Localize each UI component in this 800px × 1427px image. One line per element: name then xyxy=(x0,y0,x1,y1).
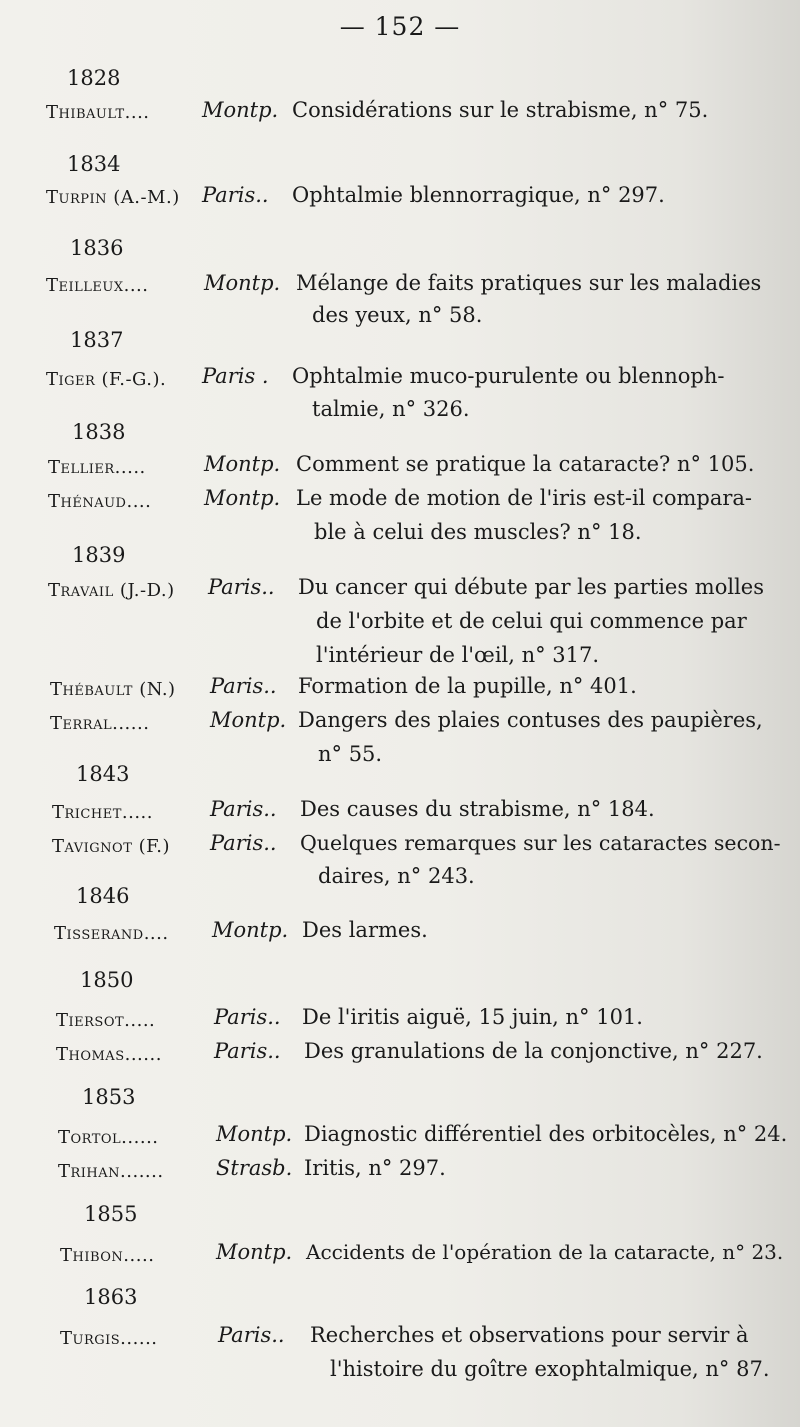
entry-author: Tellier..... xyxy=(48,457,146,478)
entry-author: Tiersot..... xyxy=(56,1010,156,1031)
entry-author: Travail (J.-D.) xyxy=(48,580,175,601)
entry-title-continuation: l'intérieur de l'œil, n° 317. xyxy=(316,643,600,667)
entry-city: Montp. xyxy=(204,486,281,510)
entry-city: Paris.. xyxy=(208,575,275,599)
entry-title: Diagnostic différentiel des orbitocèles, n° 24. xyxy=(304,1122,788,1146)
entry-author: Turgis...... xyxy=(60,1328,158,1349)
entry-title-continuation: l'histoire du goître exophtalmique, n° 87. xyxy=(330,1357,770,1381)
entry-city: Paris . xyxy=(202,364,269,388)
entry-author: Terral...... xyxy=(50,713,150,734)
entry-title: Formation de la pupille, n° 401. xyxy=(298,674,637,698)
entry-city: Paris.. xyxy=(210,831,277,855)
entry-title-continuation: daires, n° 243. xyxy=(318,864,475,888)
entry-title: Quelques remarques sur les cataractes secon- xyxy=(300,831,781,855)
year-heading: 1828 xyxy=(67,66,121,90)
entry-author: Tavignot (F.) xyxy=(52,836,171,857)
entry-title: Iritis, n° 297. xyxy=(304,1156,446,1180)
entry-author: Thibon..... xyxy=(60,1245,155,1266)
entry-city: Montp. xyxy=(204,271,281,295)
entry-city: Montp. xyxy=(202,98,279,122)
entry-city: Montp. xyxy=(204,452,281,476)
year-heading: 1834 xyxy=(67,152,121,176)
entry-author: Thénaud.... xyxy=(48,491,152,512)
entry-title: Accidents de l'opération de la cataracte, n° 23. xyxy=(306,1240,784,1264)
entry-city: Paris.. xyxy=(210,674,277,698)
entry-title: Des granulations de la conjonctive, n° 227. xyxy=(304,1039,763,1063)
entry-title: Le mode de motion de l'iris est-il compara- xyxy=(296,486,752,510)
entry-title-continuation: de l'orbite et de celui qui commence par xyxy=(316,609,747,633)
entry-title: Des causes du strabisme, n° 184. xyxy=(300,797,655,821)
page-number: — 152 — xyxy=(339,12,461,41)
entry-city: Strasb. xyxy=(216,1156,293,1180)
entry-title-continuation: des yeux, n° 58. xyxy=(312,303,483,327)
entry-author: Tisserand.... xyxy=(54,923,169,944)
entry-title-continuation: ble à celui des muscles? n° 18. xyxy=(314,520,642,544)
entry-city: Paris.. xyxy=(210,797,277,821)
entry-title: Du cancer qui débute par les parties molles xyxy=(298,575,764,599)
entry-title: Des larmes. xyxy=(302,918,428,942)
entry-city: Montp. xyxy=(212,918,289,942)
year-heading: 1850 xyxy=(80,968,134,992)
entry-city: Montp. xyxy=(210,708,287,732)
entry-author: Thébault (N.) xyxy=(50,679,176,700)
entry-city: Paris.. xyxy=(214,1005,281,1029)
year-heading: 1846 xyxy=(76,884,130,908)
year-heading: 1843 xyxy=(76,762,130,786)
entry-title-continuation: talmie, n° 326. xyxy=(312,397,470,421)
entry-title: Comment se pratique la cataracte? n° 105. xyxy=(296,452,755,476)
entry-title: Dangers des plaies contuses des paupières, xyxy=(298,708,763,732)
entry-title: Ophtalmie blennorragique, n° 297. xyxy=(292,183,665,207)
entry-city: Montp. xyxy=(216,1122,293,1146)
entry-author: Teilleux.... xyxy=(46,275,149,296)
year-heading: 1863 xyxy=(84,1285,138,1309)
entry-author: Thibault.... xyxy=(46,102,150,123)
entry-author: Trihan....... xyxy=(58,1161,164,1182)
entry-author: Turpin (A.-M.) xyxy=(46,187,180,208)
entry-city: Paris.. xyxy=(202,183,269,207)
year-heading: 1855 xyxy=(84,1202,138,1226)
entry-title: Considérations sur le strabisme, n° 75. xyxy=(292,98,709,122)
entry-title: Mélange de faits pratiques sur les maladies xyxy=(296,271,762,295)
entry-city: Paris.. xyxy=(214,1039,281,1063)
entry-city: Paris.. xyxy=(218,1323,285,1347)
year-heading: 1853 xyxy=(82,1085,136,1109)
entry-author: Tortol...... xyxy=(58,1127,159,1148)
year-heading: 1837 xyxy=(70,328,124,352)
entry-title: De l'iritis aiguë, 15 juin, n° 101. xyxy=(302,1005,643,1029)
year-heading: 1838 xyxy=(72,420,126,444)
entry-title-continuation: n° 55. xyxy=(318,742,383,766)
entry-title: Recherches et observations pour servir à xyxy=(310,1323,749,1347)
year-heading: 1836 xyxy=(70,236,124,260)
year-heading: 1839 xyxy=(72,543,126,567)
entry-author: Tiger (F.-G.). xyxy=(46,369,167,390)
entry-author: Thomas...... xyxy=(56,1044,162,1065)
entry-title: Ophtalmie muco-purulente ou blennoph- xyxy=(292,364,725,388)
entry-city: Montp. xyxy=(216,1240,293,1264)
entry-author: Trichet..... xyxy=(52,802,153,823)
